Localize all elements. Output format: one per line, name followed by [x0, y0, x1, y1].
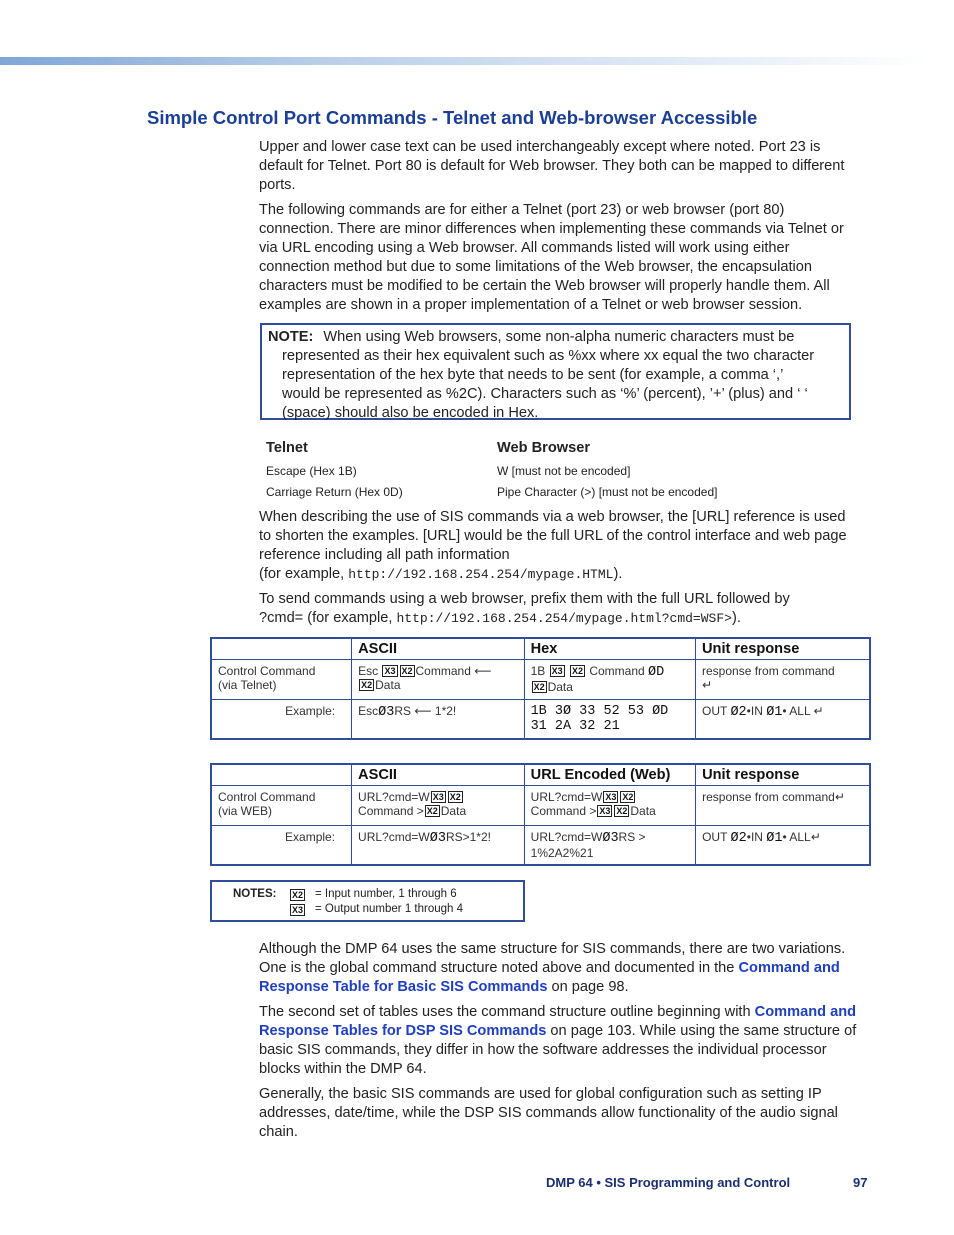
ascii-rs: RS: [394, 704, 412, 718]
telnet-cr: Carriage Return (Hex 0D): [266, 485, 403, 499]
hex-example: [524, 700, 695, 740]
telnet-escape: Escape (Hex 1B): [266, 464, 357, 478]
hex-example-line: 31 2A 32 21: [530, 719, 620, 734]
ascii-tail: RS>1*2!: [445, 830, 491, 844]
resp-all: • ALL: [782, 830, 811, 844]
web-cr: Pipe Character (>) [must not be encoded]: [497, 485, 718, 499]
url-encoded: 1%2A2%21: [530, 846, 594, 860]
notes-box: [210, 880, 525, 922]
url-example-suffix: ).: [613, 566, 623, 582]
row-label-line: (via WEB): [218, 804, 272, 818]
url-example-prefix: (for example,: [259, 566, 349, 582]
resp-in: •IN: [746, 830, 767, 844]
table-header-cell: Unit response: [696, 638, 871, 660]
url-cell: [524, 786, 695, 826]
ascii-code: Ø3: [429, 831, 446, 846]
resp-code: Ø1: [766, 831, 783, 846]
left-arrow-icon: ⟵: [414, 704, 432, 718]
footer-title: DMP 64 • SIS Programming and Control: [546, 1175, 791, 1190]
x2-box: X2: [292, 890, 304, 900]
note-line: would be represented as %2C). Characters such as ‘%’ (percent), ’+’ (plus) and ‘ ‘: [282, 386, 808, 402]
row-label-line: Control Command: [218, 664, 316, 678]
notes-label: NOTES:: [233, 888, 277, 900]
table-header-cell: Unit response: [696, 764, 870, 786]
table-header-cell: ASCII: [352, 764, 525, 786]
ascii-url: URL?cmd=W: [358, 790, 430, 804]
ascii-cell: [352, 786, 525, 826]
note-line: (space) should also be encoded in Hex.: [282, 405, 539, 421]
x2-box: X2: [622, 792, 634, 802]
note-line: represented as their hex equivalent such as %xx where xx equal the two character: [282, 348, 815, 364]
note-label: NOTE:: [268, 329, 314, 345]
basic-sis-link[interactable]: Command and Response Table for Basic SIS Commands: [259, 960, 840, 995]
ascii-data: Data: [375, 678, 401, 692]
url-prefix: URL?cmd=W: [530, 790, 603, 804]
intro-paragraph: Upper and lower case text can be used interchangeably except where noted. Port 23 is default for Telnet. Port 80 is default for Web browser. They both can be mapped to different ports.: [259, 139, 845, 193]
ascii-command: Command: [415, 664, 471, 678]
variations-suffix: on page 98.: [547, 979, 629, 995]
x2-box: X2: [533, 682, 545, 692]
dsp-prefix: The second set of tables uses the command structure outline beginning with: [259, 1004, 755, 1020]
example-label: Example:: [211, 826, 352, 866]
cmd-example-url: http://192.168.254.254/mypage.html?cmd=WSF>: [396, 611, 732, 626]
note-box: [260, 323, 851, 420]
hex-cell: [524, 660, 695, 700]
resp-in: •IN: [746, 704, 767, 718]
ascii-esc: Esc: [358, 664, 379, 678]
return-icon: ↵: [810, 830, 821, 844]
x3-box: X3: [605, 792, 617, 802]
connection-paragraph: The following commands are for either a Telnet (port 23) or web browser (port 80) connection. There are minor differences when implementing these commands via Telnet or via URL encoding using a Web browser. All commands listed will work using either connection method but due to some limitations of the Web browser, the encapsulation characters must be modified to be certain the Web browser will properly handle them. All examples are shown in a proper implementation of a Telnet or web browser session.: [259, 202, 844, 313]
response-text: response from command: [702, 664, 835, 678]
ascii-tail: 1*2!: [434, 704, 457, 718]
x2-box: X2: [426, 806, 438, 816]
dsp-paragraph: [259, 1003, 859, 1079]
table-header-row: [211, 638, 870, 660]
url-paragraph: [259, 508, 859, 584]
note-line: representation of the hex byte that needs to be sent (for example, a comma ‘,’: [282, 367, 784, 383]
variations-paragraph: [259, 940, 859, 997]
config-paragraph: Generally, the basic SIS commands are used for global configuration such as setting IP addresses, date/time, while the DSP SIS commands allow functionality of the audio signal chain.: [259, 1086, 838, 1140]
web-escape: W [must not be encoded]: [497, 464, 631, 478]
hex-esc: 1B: [530, 664, 546, 678]
table-header-cell: [211, 764, 352, 786]
x3-box: X3: [432, 792, 444, 802]
resp-all: • ALL: [782, 704, 814, 718]
table-header-cell: [211, 638, 352, 660]
x2-definition: = Input number, 1 through 6: [315, 888, 457, 900]
row-label: [211, 786, 352, 826]
row-label-line: Control Command: [218, 790, 316, 804]
return-icon: ↵: [813, 704, 824, 718]
response-cell: [696, 660, 871, 700]
x2-box: X2: [401, 666, 413, 676]
hex-data: Data: [547, 680, 573, 694]
url-data: Data: [630, 804, 656, 818]
ascii-url: URL?cmd=W: [358, 830, 430, 844]
resp-out: OUT: [702, 830, 731, 844]
x2-box: X2: [361, 680, 373, 690]
ascii-example: [352, 826, 525, 866]
table-row: [211, 660, 870, 700]
ascii-command: Command >: [358, 804, 424, 818]
ascii-esc: Esc: [358, 704, 379, 718]
row-label-line: (via Telnet): [218, 678, 277, 692]
url-paragraph-text: When describing the use of SIS commands via a web browser, the [URL] reference is used to shorten the examples. [URL] would be the full URL of the control interface and web page reference including all path information: [259, 509, 847, 563]
resp-code: Ø2: [730, 705, 747, 720]
ascii-example: [352, 700, 524, 740]
example-url: http://192.168.254.254/mypage.HTML: [348, 567, 614, 582]
table-header-row: [211, 764, 870, 786]
variations-text: Although the DMP 64 uses the same structure for SIS commands, there are two variations. One is the global command structure noted above and documented in the: [259, 941, 846, 976]
x3-box: X3: [551, 666, 563, 676]
hex-example-line: 1B 3Ø 33 52 53 ØD: [530, 704, 669, 719]
cmd-prefix: ?cmd= (for example,: [259, 610, 397, 626]
header-gradient-bar: [0, 57, 930, 65]
x2-box: X2: [571, 666, 583, 676]
return-icon: ↵: [702, 678, 713, 692]
ascii-data: Data: [440, 804, 467, 818]
cmd-paragraph: [259, 590, 859, 628]
x3-box: X3: [599, 806, 611, 816]
page-number: 97: [853, 1175, 868, 1190]
dsp-sis-link[interactable]: Command and Response Tables for DSP SIS Commands: [259, 1004, 857, 1039]
resp-code: Ø2: [730, 831, 747, 846]
ascii-cell: [352, 660, 524, 700]
section-heading: Simple Control Port Commands - Telnet and Web-browser Accessible: [147, 107, 758, 128]
response-example: [696, 826, 870, 866]
hex-cr-code: ØD: [648, 665, 665, 680]
left-arrow-icon: ⟵: [474, 664, 492, 678]
table-header-cell: URL Encoded (Web): [524, 764, 695, 786]
response-example: [696, 700, 871, 740]
cmd-suffix: ).: [731, 610, 741, 626]
ascii-code: Ø3: [378, 705, 395, 720]
url-prefix: URL?cmd=W: [530, 830, 603, 844]
x2-box: X2: [616, 806, 628, 816]
response-cell: [696, 786, 870, 826]
telnet-header: Telnet: [266, 440, 308, 456]
resp-out: OUT: [702, 704, 731, 718]
return-icon: ↵: [834, 790, 845, 804]
table-row: [211, 786, 870, 826]
web-browser-header: Web Browser: [497, 440, 590, 456]
url-code: Ø3: [602, 831, 619, 846]
table-header-cell: Hex: [524, 638, 695, 660]
x3-box: X3: [292, 905, 304, 915]
url-rs: RS >: [618, 830, 646, 844]
x3-box: X3: [384, 666, 396, 676]
cmd-paragraph-line: To send commands using a web browser, prefix them with the full URL followed by: [259, 591, 790, 607]
x2-box: X2: [449, 792, 461, 802]
x3-definition: = Output number 1 through 4: [315, 903, 464, 915]
table-row: [211, 826, 870, 866]
url-example: [524, 826, 695, 866]
example-label: Example:: [211, 700, 352, 740]
dsp-suffix: on page 103. While using the same structure of basic SIS commands, they differ in how the software addresses the individual processor blocks within the DMP 64.: [259, 1023, 857, 1077]
telnet-command-table: [210, 637, 871, 740]
hex-command: Command: [589, 664, 645, 678]
web-command-table: [210, 763, 871, 866]
url-command: Command >: [530, 804, 597, 818]
response-text: response from command: [702, 790, 835, 804]
row-label: [211, 660, 352, 700]
table-row: [211, 700, 870, 740]
resp-code: Ø1: [766, 705, 783, 720]
table-header-cell: ASCII: [352, 638, 524, 660]
note-first-line: When using Web browsers, some non-alpha numeric characters must be: [323, 329, 795, 345]
